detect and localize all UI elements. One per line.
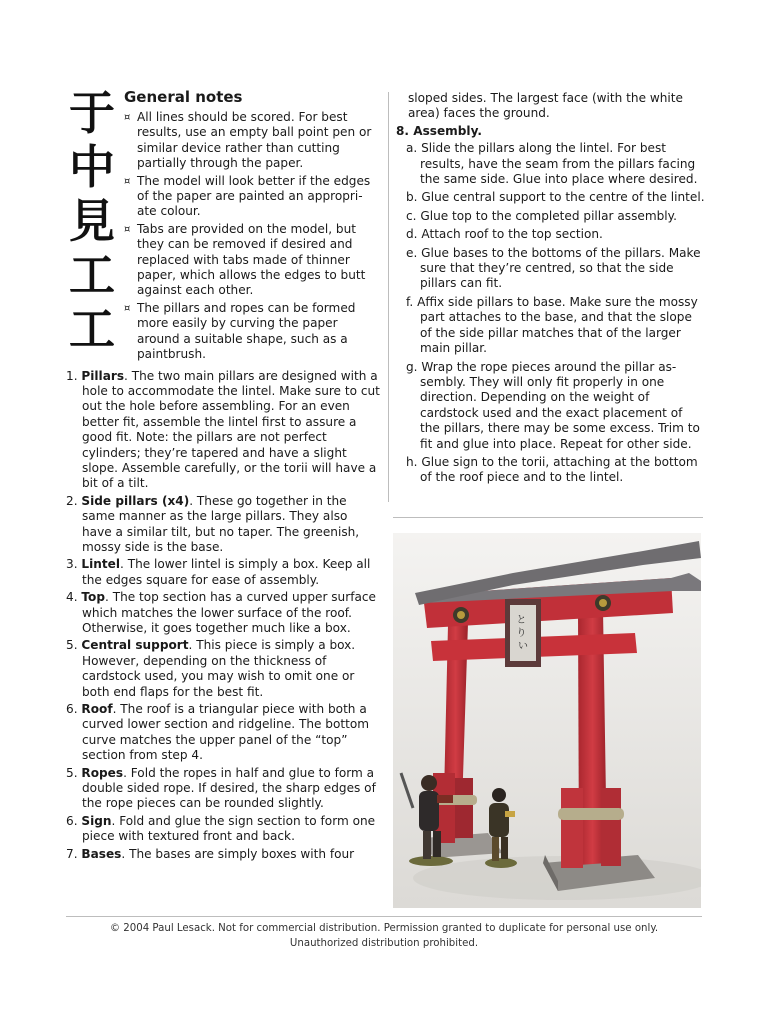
column-divider (388, 92, 389, 502)
step-item (66, 557, 380, 588)
step-title: Lintel (81, 557, 120, 572)
step-number: 5. (66, 638, 78, 653)
step-title: Bases (81, 846, 122, 861)
kanji-glyph: 工 (69, 302, 115, 356)
assembly-step-item (406, 455, 706, 486)
assembly-step-item (406, 141, 706, 187)
assembly-step-letter: g. (406, 359, 418, 374)
step-item (66, 590, 380, 636)
general-note-text: The pillars and ropes can be formed more easily by curving the paper around a suitable shape, such as a paintbrush. (137, 300, 356, 362)
step-title: Top (81, 590, 106, 605)
assembly-step-item (406, 227, 706, 242)
step-item (66, 638, 380, 700)
assembly-step-item (406, 246, 706, 292)
step-item (66, 766, 380, 812)
assembly-step-letter: f. (406, 294, 414, 309)
steps-list (66, 369, 380, 863)
assembly-step-text: Glue top to the completed pillar assembly. (420, 208, 677, 223)
assembly-step-text: Glue bases to the bottoms of the pillars. Make sure that they’re centred, so that the side pillars can fit. (420, 245, 701, 291)
kanji-glyph: 中 (69, 140, 115, 194)
step-number: 6. (66, 702, 78, 717)
kanji-glyph: 于 (69, 86, 115, 140)
step-number: 7. (66, 846, 78, 861)
assembly-step-letter: h. (406, 454, 418, 469)
assembly-step-letter: d. (406, 227, 418, 242)
general-note-item (124, 301, 382, 363)
assembly-steps-list (406, 141, 706, 486)
step-item (66, 847, 380, 862)
step-title: Sign (81, 813, 112, 828)
left-side-pillar-back (455, 778, 473, 838)
step-number: 1. (66, 368, 78, 383)
assembly-step-text: Wrap the rope pieces around the pillar as-sembly. They will only fit properly in one direction. Depending on the weight of cardstock used and the exact placement of the pillars, there may be some excess. Trim to fit and glue into place. Repeat for other side. (420, 359, 700, 451)
general-note-item (124, 110, 382, 172)
assembly-step-item (406, 209, 706, 224)
assembly-step-item (406, 190, 706, 205)
step-number: 2. (66, 493, 78, 508)
sign-text: と り い (516, 615, 528, 652)
general-note-item (124, 222, 382, 299)
step-number: 3. (66, 557, 78, 572)
step-text: . This piece is simply a box. However, depending on the thickness of cardstock used, you may wish to omit one or both end flaps for the best fit. (82, 638, 356, 699)
right-column (396, 91, 706, 489)
step-number: 4. (66, 590, 78, 605)
step-title: Ropes (81, 765, 124, 780)
general-note-text: All lines should be scored. For best results, use an empty ball point pen or similar device rather than cutting partially through the paper. (137, 110, 372, 171)
assembly-step-text: Glue sign to the torii, attaching at the bottom of the roof piece and to the lintel. (420, 454, 698, 485)
step-text: . The two main pillars are designed with a hole to accommodate the lintel. Make sure to cut out the hole before assembling. For an even better fit, assemble the lintel first to assure a good fit. Note: the pillars are not perfect cylinders; they’re tapered and have a slight slope. Assemble carefully, or the torii will have a bit of a tilt. (82, 368, 380, 491)
step-title: Pillars (81, 368, 125, 383)
right-side-pillar-front (561, 788, 583, 868)
step-item (66, 369, 380, 492)
step-text: . These go together in the same manner as the large pillars. They also have a similar tilt, but no taper. The greenish, mossy side is the base. (82, 493, 360, 554)
general-note-text: Tabs are provided on the model, but they can be removed if desired and replaced with tabs made of thinner paper, which allows the edges to butt against each other. (137, 221, 366, 298)
bullet-icon: ¤ (124, 302, 131, 314)
assembly-step-item (406, 360, 706, 452)
footer-divider (66, 916, 702, 917)
step-title: Roof (81, 702, 113, 717)
bases-continued-text: sloped sides. The largest face (with the white area) faces the ground. (408, 91, 683, 121)
step-text: . The roof is a triangular piece with both a curved lower section and ridgeline. The bottom curve matches the upper panel of the “top” section from step 4. (82, 702, 370, 763)
step-number: 5. (66, 765, 78, 780)
right-rope (558, 808, 624, 820)
copyright-footer (66, 921, 702, 951)
step-item (66, 702, 380, 764)
torii-model-photo (393, 533, 701, 908)
step-number: 6. (66, 813, 78, 828)
footer-line-1: © 2004 Paul Lesack. Not for commercial distribution. Permission granted to duplicate for personal use only. (109, 923, 659, 934)
step-item (66, 814, 380, 845)
step-item (66, 494, 380, 556)
step-text: . Fold the ropes in half and glue to form a double sided rope. If desired, the sharp edges of the rope pieces can be rounded slightly. (82, 765, 376, 811)
general-note-text: The model will look better if the edges of the paper are painted an appropri-ate colour. (137, 173, 371, 219)
step-text: . The lower lintel is simply a box. Keep all the edges square for ease of assembly. (82, 557, 371, 587)
photo-divider (393, 517, 703, 518)
general-notes-title: General notes (124, 88, 243, 106)
assembly-step-item (406, 295, 706, 357)
assembly-step-text: Slide the pillars along the lintel. For best results, have the seam from the pillars facing the same side. Glue into place where desired. (420, 141, 698, 187)
bullet-icon: ¤ (124, 223, 131, 235)
kanji-glyph: 工 (69, 248, 115, 302)
kanji-glyph: 見 (69, 194, 115, 248)
assembly-step-text: Attach roof to the top section. (421, 227, 603, 242)
general-notes (124, 88, 382, 363)
assembly-step-text: Glue central support to the centre of the lintel. (421, 190, 705, 205)
assembly-step-text: Affix side pillars to base. Make sure the mossy part attaches to the base, and that the slope of the side pillar matches that of the larger main pillar. (417, 294, 698, 356)
assembly-step-letter: e. (406, 245, 418, 260)
footer-line-2: Unauthorized distribution prohibited. (289, 938, 479, 949)
bullet-icon: ¤ (124, 175, 131, 187)
assembly-title: 8. Assembly. (396, 123, 482, 138)
assembly-step-letter: b. (406, 190, 418, 205)
step-title: Central support (81, 638, 189, 653)
assembly-step-letter: a. (406, 141, 418, 156)
right-side-pillar-back (601, 788, 621, 866)
step-text: . The top section has a curved upper surface which matches the lower surface of the roof. Otherwise, it goes together much like a box. (82, 590, 376, 635)
step-text: . The bases are simply boxes with four (121, 846, 355, 861)
left-column (66, 88, 380, 864)
bullet-icon: ¤ (124, 112, 131, 123)
step-title: Side pillars (x4) (81, 493, 190, 508)
step-text: . Fold and glue the sign section to form one piece with textured front and back. (82, 813, 376, 844)
general-notes-list (124, 110, 382, 363)
general-note-item (124, 174, 382, 220)
assembly-step-letter: c. (406, 208, 417, 223)
